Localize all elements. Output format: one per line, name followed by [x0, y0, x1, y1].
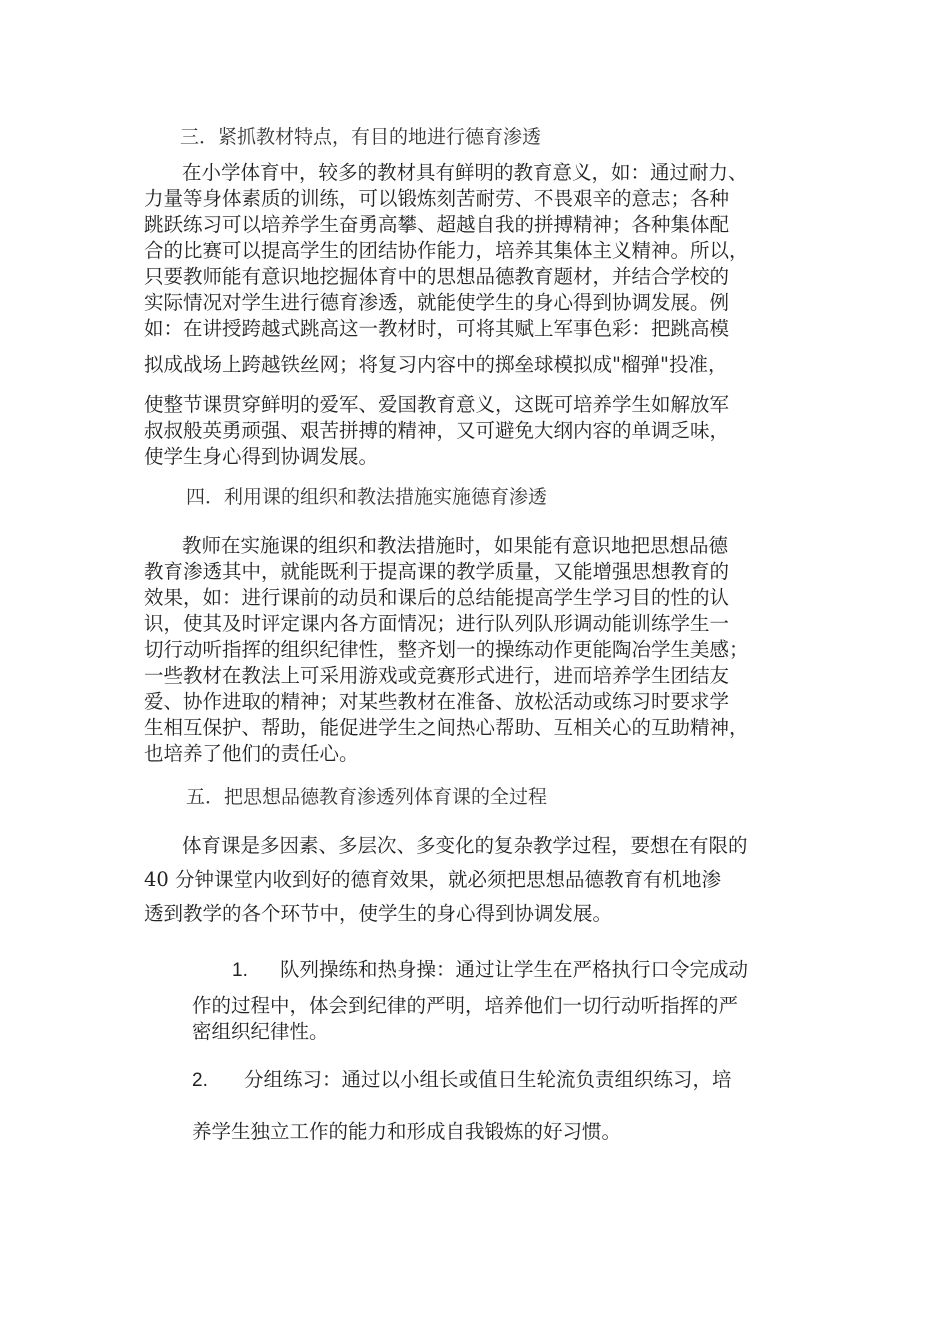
- list-item-first-line: [192, 1066, 812, 1096]
- paragraph-line: 教育渗透其中，就能既利于提高课的教学质量，又能增强思想教育的: [144, 560, 730, 583]
- paragraph-line: 40 分钟课堂内收到好的德育效果，就必须把思想品德教育有机地渗: [144, 868, 722, 891]
- list-item-line: 密组织纪律性。: [192, 1020, 329, 1043]
- paragraph-line: 力量等身体素质的训练，可以锻炼刻苦耐劳、不畏艰辛的意志；各种: [144, 187, 730, 210]
- paragraph-line: 如：在讲授跨越式跳高这一教材时，可将其赋上军事色彩：把跳高模: [144, 317, 730, 340]
- paragraph-line: 只要教师能有意识地挖掘体育中的思想品德教育题材，并结合学校的: [144, 265, 730, 288]
- paragraph-line: 叔叔般英勇顽强、艰苦拼搏的精神，又可避免大纲内容的单调乏味，: [144, 419, 730, 442]
- section-3-paragraph: [144, 160, 810, 470]
- paragraph-line: 教师在实施课的组织和教法措施时，如果能有意识地把思想品德: [182, 534, 729, 557]
- list-item-line: 作的过程中，体会到纪律的严明，培养他们一切行动听指挥的严: [192, 994, 739, 1017]
- paragraph-line: 识，使其及时评定课内各方面情况；进行队列队形调动能训练学生一: [144, 612, 730, 635]
- section-4-paragraph: [144, 533, 810, 767]
- paragraph-line: 体育课是多因素、多层次、多变化的复杂教学过程，要想在有限的: [182, 834, 748, 857]
- paragraph-line: 爱、协作进取的精神；对某些教材在准备、放松活动或练习时要求学: [144, 690, 730, 713]
- list-number: 1.: [232, 960, 248, 981]
- paragraph-line: 拟成战场上跨越铁丝网；将复习内容中的掷垒球模拟成"榴弹"投准，: [144, 353, 728, 376]
- paragraph-line: 实际情况对学生进行德育渗透，就能使学生的身心得到协调发展。例: [144, 291, 730, 314]
- paragraph-line: 使学生身心得到协调发展。: [144, 445, 379, 468]
- list-item-text: 队列操练和热身操：通过让学生在严格执行口令完成动: [280, 958, 749, 981]
- list-item-text: 分组练习：通过以小组长或值日生轮流负责组织练习，培: [244, 1068, 732, 1091]
- paragraph-line: 透到教学的各个环节中，使学生的身心得到协调发展。: [144, 902, 613, 925]
- list-item-1: [192, 956, 812, 1044]
- paragraph-line: 也培养了他们的责任心。: [144, 742, 359, 765]
- section-3-heading: 三．紧抓教材特点，有目的地进行德育渗透: [180, 126, 542, 148]
- list-item-line: 养学生独立工作的能力和形成自我锻炼的好习惯。: [192, 1120, 622, 1143]
- paragraph-line: 效果，如：进行课前的动员和课后的总结能提高学生学习目的性的认: [144, 586, 730, 609]
- paragraph-line: 跳跃练习可以培养学生奋勇高攀、超越自我的拼搏精神；各种集体配: [144, 213, 730, 236]
- paragraph-line: 一些教材在教法上可采用游戏或竞赛形式进行，进而培养学生团结友: [144, 664, 730, 687]
- list-item-first-line: [192, 956, 812, 986]
- paragraph-line: 使整节课贯穿鲜明的爱军、爱国教育意义，这既可培养学生如解放军: [144, 393, 730, 416]
- paragraph-line: 在小学体育中，较多的教材具有鲜明的教育意义，如：通过耐力、: [182, 161, 748, 184]
- paragraph-line: 切行动听指挥的组织纪律性，整齐划一的操练动作更能陶冶学生美感；: [144, 638, 749, 661]
- paragraph-line: 合的比赛可以提高学生的团结协作能力，培养其集体主义精神。所以，: [144, 239, 749, 262]
- list-item-2: [192, 1066, 812, 1146]
- section-5-paragraph: [144, 829, 810, 931]
- section-4-heading: 四．利用课的组织和教法措施实施德育渗透: [186, 486, 548, 508]
- paragraph-line: 生相互保护、帮助，能促进学生之间热心帮助、互相关心的互助精神，: [144, 716, 749, 739]
- section-5-heading: 五．把思想品德教育渗透列体育课的全过程: [186, 786, 548, 808]
- list-number: 2.: [192, 1070, 208, 1091]
